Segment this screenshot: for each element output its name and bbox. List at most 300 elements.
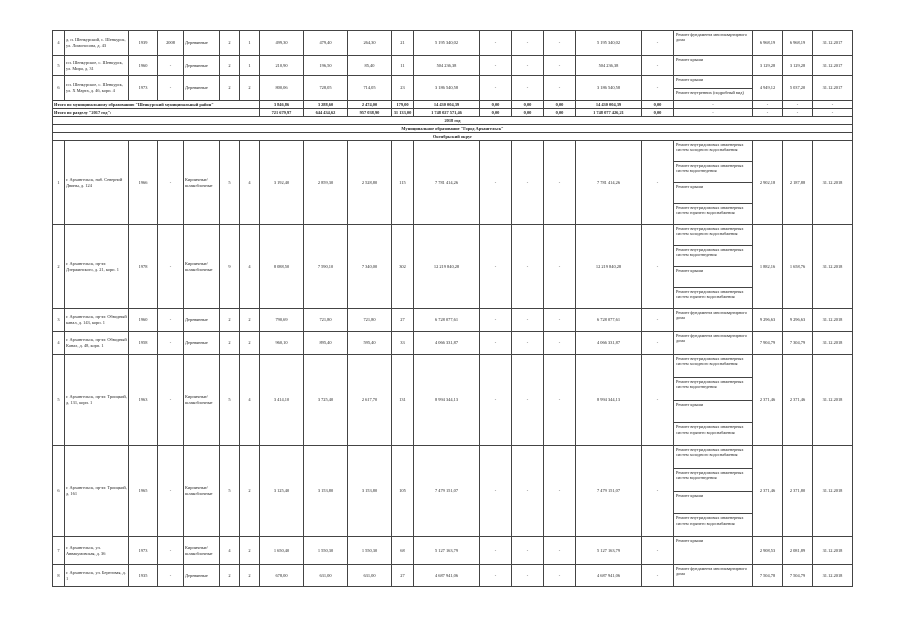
address-cell: г.п. Шенкурское, с. Шенкурск, ул. Мира, д. 31: [65, 56, 129, 76]
unit-cost-cell: 1 882,16: [753, 225, 783, 309]
residents-cell: 105: [392, 446, 414, 537]
work-types-cell: [674, 141, 753, 225]
regional-cost-cell: -: [512, 446, 544, 537]
owned-area-cell: 85,40: [348, 56, 392, 76]
total-cost-sum: 14 430 004,39: [414, 101, 480, 109]
total-area-sum: 721 679,97: [260, 109, 304, 117]
fund-cost-sum: 0,00: [480, 101, 512, 109]
commissioning-year-cell: 1935: [129, 565, 158, 587]
total-cost-cell: 6 728 077,61: [414, 309, 480, 332]
owners-cost-cell: 12 219 840,28: [576, 225, 642, 309]
total-area-cell: 678,00: [260, 565, 304, 587]
commissioning-year-cell: 1978: [129, 225, 158, 309]
table-row: [53, 446, 853, 537]
max-unit-cost-cell: 1 658,76: [783, 225, 813, 309]
fund-cost-cell: -: [480, 31, 512, 56]
total-label: Итого по разделу "2017 год":: [53, 109, 260, 117]
work-type-item: Ремонт внутридомовых инженерных систем холодного водоснабжения: [674, 225, 752, 246]
table-row: [53, 537, 853, 565]
work-type-item: Ремонт внутридомовых инженерных систем холодного водоснабжения: [674, 355, 752, 378]
other-cost-cell: -: [642, 332, 674, 355]
other-cost-cell: -: [642, 76, 674, 101]
wall-material-cell: Деревянные: [184, 76, 220, 101]
deadline-cell: 31.12.2017: [813, 56, 853, 76]
other-cost-cell: -: [642, 141, 674, 225]
living-area-cell: 895,40: [304, 332, 348, 355]
local-cost-cell: -: [544, 309, 576, 332]
owners-cost-cell: 6 728 077,61: [576, 309, 642, 332]
total-area-cell: 8 088,50: [260, 225, 304, 309]
unit-cost-cell: 7 504,78: [753, 565, 783, 587]
deadline-sum: -: [813, 109, 853, 117]
unit-cost-cell: 4 949,12: [753, 76, 783, 101]
overhaul-year-cell: -: [158, 537, 184, 565]
floors-cell: 2: [220, 76, 240, 101]
max-unit-cost-cell: 2 187,88: [783, 141, 813, 225]
work-types-cell: [674, 56, 753, 76]
table-row: [53, 332, 853, 355]
total-cost-cell: 5 127 163,79: [414, 537, 480, 565]
wall-material-cell: Деревянные: [184, 56, 220, 76]
table-body: [53, 31, 853, 587]
overhaul-year-cell: -: [158, 141, 184, 225]
address-cell: г. Архангельск, наб. Северной Двины, д. 124: [65, 141, 129, 225]
overhaul-year-cell: -: [158, 56, 184, 76]
wall-material-cell: Деревянные: [184, 332, 220, 355]
deadline-cell: 31.12.2018: [813, 355, 853, 446]
document-page: [52, 30, 852, 587]
fund-cost-cell: -: [480, 225, 512, 309]
wall-material-cell: Кирпичные/ шлакоблочные: [184, 141, 220, 225]
commissioning-year-cell: 1960: [129, 56, 158, 76]
work-types-sum: -: [674, 109, 753, 117]
owners-cost-cell: 5 195 340,02: [576, 31, 642, 56]
overhaul-year-cell: -: [158, 76, 184, 101]
work-type-item: Ремонт крыши: [674, 76, 752, 89]
regional-cost-cell: -: [512, 225, 544, 309]
entrances-cell: 2: [240, 332, 260, 355]
living-area-cell: 3 153,80: [304, 446, 348, 537]
deadline-sum: -: [813, 101, 853, 109]
row-number: 6: [53, 76, 65, 101]
overhaul-year-cell: -: [158, 332, 184, 355]
work-type-item: Ремонт внутридомовых инженерных систем горячего водоснабжения: [676, 424, 744, 435]
deadline-cell: 31.12.2017: [813, 76, 853, 101]
deadline-cell: 31.12.2017: [813, 31, 853, 56]
unit-cost-cell: 2 371,46: [753, 446, 783, 537]
other-cost-sum: 0,00: [642, 101, 674, 109]
district-header-text: Октябрьский округ: [53, 133, 853, 141]
owned-area-cell: 3 153,80: [348, 446, 392, 537]
commissioning-year-cell: 1965: [129, 446, 158, 537]
regional-cost-cell: -: [512, 56, 544, 76]
local-cost-sum: 0,00: [544, 109, 576, 117]
row-number: 4: [53, 332, 65, 355]
total-area-cell: 3 125,40: [260, 446, 304, 537]
max-unit-cost-cell: 3 129,28: [783, 56, 813, 76]
living-area-cell: 721,80: [304, 309, 348, 332]
regional-cost-sum: 0,00: [512, 101, 544, 109]
total-area-cell: 499,30: [260, 31, 304, 56]
local-cost-cell: -: [544, 56, 576, 76]
fund-cost-cell: -: [480, 537, 512, 565]
owned-area-cell: 721,80: [348, 309, 392, 332]
row-number: 4: [53, 31, 65, 56]
max-unit-cost-sum: -: [783, 101, 813, 109]
row-number: 8: [53, 565, 65, 587]
address-cell: г. Архангельск, пр-кт. Троицкий, д. 131, корп. 1: [65, 355, 129, 446]
address-cell: г.п. Шенкурское, с. Шенкурск, ул. X Марта, д. 46, корп. 4: [65, 76, 129, 101]
fund-cost-cell: -: [480, 56, 512, 76]
owners-cost-cell: 3 186 540,58: [576, 76, 642, 101]
work-type-item: Ремонт внутридомовых инженерных систем водоотведения: [674, 469, 752, 492]
table-row: [53, 31, 853, 56]
work-type-item: Ремонт фундамента многоквартирного дома: [676, 566, 748, 577]
work-type-item: Ремонт внутридомовых инженерных систем горячего водоснабжения: [676, 289, 744, 300]
unit-cost-cell: 2 371,46: [753, 355, 783, 446]
deadline-cell: 31.12.2018: [813, 332, 853, 355]
living-area-cell: 3 725,40: [304, 355, 348, 446]
owners-cost-cell: 504 236,38: [576, 56, 642, 76]
wall-material-cell: Деревянные: [184, 565, 220, 587]
floors-cell: 2: [220, 31, 240, 56]
commissioning-year-cell: 1973: [129, 537, 158, 565]
total-label: Итого по муниципальному образованию "Шенкурский муниципальный район": [53, 101, 260, 109]
work-type-item: Ремонт крыши: [674, 267, 752, 288]
work-types-cell: [674, 537, 753, 565]
work-type-item: Ремонт внутренних (подробный вид): [676, 89, 744, 95]
fund-cost-cell: -: [480, 141, 512, 225]
regional-cost-cell: -: [512, 332, 544, 355]
work-type-item: Ремонт фундамента многоквартирного дома: [676, 32, 748, 43]
work-type-item: Ремонт крыши: [674, 492, 752, 515]
residents-cell: 68: [392, 537, 414, 565]
repair-program-table: [52, 30, 853, 587]
table-row: [53, 355, 853, 446]
total-area-sum: 3 846,86: [260, 101, 304, 109]
max-unit-cost-cell: 5 037,20: [783, 76, 813, 101]
entrances-cell: 4: [240, 141, 260, 225]
work-types-cell: [674, 355, 753, 446]
total-cost-cell: 5 195 340,02: [414, 31, 480, 56]
other-cost-cell: -: [642, 565, 674, 587]
owners-cost-cell: 5 127 163,79: [576, 537, 642, 565]
owners-cost-cell: 4 066 331,87: [576, 332, 642, 355]
deadline-cell: 31.12.2018: [813, 141, 853, 225]
owners-cost-cell: 7 479 151,07: [576, 446, 642, 537]
work-types-sum: -: [674, 101, 753, 109]
work-types-cell: [674, 309, 753, 332]
wall-material-cell: Деревянные: [184, 31, 220, 56]
work-type-item: Ремонт внутридомовых инженерных систем водоотведения: [674, 162, 752, 183]
total-municipality-row: [53, 101, 853, 109]
total-area-cell: 3 414,10: [260, 355, 304, 446]
work-types-cell: [674, 76, 753, 101]
residents-sum: 179,00: [392, 101, 414, 109]
work-type-item: Ремонт фундамента многоквартирного дома: [676, 310, 748, 321]
local-cost-cell: -: [544, 141, 576, 225]
commissioning-year-cell: 1973: [129, 76, 158, 101]
other-cost-cell: -: [642, 537, 674, 565]
work-types-cell: [674, 225, 753, 309]
overhaul-year-cell: -: [158, 225, 184, 309]
local-cost-sum: 0,00: [544, 101, 576, 109]
wall-material-cell: Кирпичные/ шлакоблочные: [184, 446, 220, 537]
unit-cost-cell: 2 908,53: [753, 537, 783, 565]
owned-area-sum: 2 474,00: [348, 101, 392, 109]
unit-cost-cell: 2 902,18: [753, 141, 783, 225]
address-cell: г. Архангельск, ул. Аввакумовская, д. 36: [65, 537, 129, 565]
total-section-row: [53, 109, 853, 117]
floors-cell: 2: [220, 332, 240, 355]
regional-cost-sum: 0,00: [512, 109, 544, 117]
entrances-cell: 2: [240, 76, 260, 101]
unit-cost-cell: 7 904,79: [753, 332, 783, 355]
address-cell: г. Архангельск, пр-кт. Обводный канал, д. 143, корп. 1: [65, 309, 129, 332]
owned-area-cell: 264,30: [348, 31, 392, 56]
table-row: [53, 309, 853, 332]
residents-cell: 27: [392, 309, 414, 332]
floors-cell: 2: [220, 309, 240, 332]
floors-cell: 9: [220, 225, 240, 309]
work-type-item: Ремонт внутридомовых инженерных систем водоотведения: [674, 246, 752, 267]
residents-cell: 21: [392, 31, 414, 56]
address-cell: г. Архангельск, пр-кт. Дзержинского, д. 21, корп. 1: [65, 225, 129, 309]
local-cost-cell: -: [544, 565, 576, 587]
row-number: 2: [53, 225, 65, 309]
row-number: 5: [53, 56, 65, 76]
residents-cell: 115: [392, 141, 414, 225]
work-types-cell: [674, 332, 753, 355]
regional-cost-cell: -: [512, 565, 544, 587]
living-area-cell: 479,40: [304, 31, 348, 56]
address-cell: г. Архангельск, пр-кт. Троицкий, д. 161: [65, 446, 129, 537]
total-area-cell: 3 192,40: [260, 141, 304, 225]
local-cost-cell: -: [544, 446, 576, 537]
deadline-cell: 31.12.2018: [813, 537, 853, 565]
total-cost-cell: 8 994 344,13: [414, 355, 480, 446]
total-area-cell: 790,69: [260, 309, 304, 332]
wall-material-cell: Кирпичные/ шлакоблочные: [184, 225, 220, 309]
municipality-header: [53, 125, 853, 133]
total-cost-sum: 1 748 027 571,46: [414, 109, 480, 117]
living-area-cell: 2 859,30: [304, 141, 348, 225]
commissioning-year-cell: 1966: [129, 141, 158, 225]
owned-area-cell: 1 550,30: [348, 537, 392, 565]
floors-cell: 2: [220, 565, 240, 587]
regional-cost-cell: -: [512, 31, 544, 56]
entrances-cell: 4: [240, 355, 260, 446]
max-unit-cost-cell: 2 371,46: [783, 355, 813, 446]
work-type-item: Ремонт внутридомовых инженерных систем холодного водоснабжения: [674, 141, 752, 162]
table-row: [53, 56, 853, 76]
other-cost-cell: -: [642, 31, 674, 56]
living-area-cell: 728,05: [304, 76, 348, 101]
address-cell: г. Архангельск, ул. Береговая, д. 1: [65, 565, 129, 587]
unit-cost-sum: -: [753, 101, 783, 109]
fund-cost-cell: -: [480, 309, 512, 332]
owners-cost-cell: 4 687 941,06: [576, 565, 642, 587]
owners-cost-sum: 14 430 004,39: [576, 101, 642, 109]
living-area-cell: 196,50: [304, 56, 348, 76]
fund-cost-cell: -: [480, 332, 512, 355]
other-cost-cell: -: [642, 355, 674, 446]
row-number: 1: [53, 141, 65, 225]
regional-cost-cell: -: [512, 309, 544, 332]
work-type-item: Ремонт внутридомовых инженерных систем водоотведения: [674, 378, 752, 401]
entrances-cell: 1: [240, 31, 260, 56]
entrances-cell: 4: [240, 225, 260, 309]
entrances-cell: 1: [240, 56, 260, 76]
living-area-sum: 3 288,60: [304, 101, 348, 109]
max-unit-cost-sum: -: [783, 109, 813, 117]
unit-cost-cell: 3 129,28: [753, 56, 783, 76]
table-row: [53, 141, 853, 225]
row-number: 7: [53, 537, 65, 565]
fund-cost-cell: -: [480, 355, 512, 446]
floors-cell: 5: [220, 141, 240, 225]
owned-area-cell: 2 528,80: [348, 141, 392, 225]
total-area-cell: 800,06: [260, 76, 304, 101]
deadline-cell: 31.12.2018: [813, 225, 853, 309]
total-area-cell: 960,10: [260, 332, 304, 355]
work-type-item: Ремонт крыши: [676, 538, 704, 543]
address-cell: г. Архангельск, пр-кт. Обводный Канал, д. 48, корп. 1: [65, 332, 129, 355]
local-cost-cell: -: [544, 76, 576, 101]
total-area-cell: 210,90: [260, 56, 304, 76]
address-cell: д. п. Шенкурский, с. Шенкурск, ул. Ломоносова, д. 43: [65, 31, 129, 56]
work-type-item: Ремонт крыши: [676, 57, 704, 62]
work-type-item: Ремонт внутридомовых инженерных систем горячего водоснабжения: [676, 515, 744, 526]
deadline-cell: 31.12.2018: [813, 446, 853, 537]
total-area-cell: 1 650,40: [260, 537, 304, 565]
owned-area-cell: 631,00: [348, 565, 392, 587]
max-unit-cost-cell: 2 081,89: [783, 537, 813, 565]
owners-cost-cell: 7 781 414,26: [576, 141, 642, 225]
work-types-cell: [674, 565, 753, 587]
living-area-cell: 1 550,30: [304, 537, 348, 565]
residents-cell: 302: [392, 225, 414, 309]
total-cost-cell: 3 186 540,58: [414, 76, 480, 101]
residents-cell: 33: [392, 332, 414, 355]
living-area-cell: 7 590,10: [304, 225, 348, 309]
entrances-cell: 2: [240, 537, 260, 565]
local-cost-cell: -: [544, 31, 576, 56]
regional-cost-cell: -: [512, 76, 544, 101]
district-header: [53, 133, 853, 141]
max-unit-cost-cell: 7 504,79: [783, 565, 813, 587]
unit-cost-cell: 9 296,63: [753, 309, 783, 332]
overhaul-year-cell: -: [158, 446, 184, 537]
total-cost-cell: 12 219 840,28: [414, 225, 480, 309]
local-cost-cell: -: [544, 332, 576, 355]
regional-cost-cell: -: [512, 355, 544, 446]
owned-area-cell: 7 340,00: [348, 225, 392, 309]
commissioning-year-cell: 1960: [129, 309, 158, 332]
max-unit-cost-cell: 7 304,79: [783, 332, 813, 355]
total-cost-cell: 4 687 941,06: [414, 565, 480, 587]
work-types-cell: [674, 31, 753, 56]
deadline-cell: 31.12.2018: [813, 309, 853, 332]
overhaul-year-cell: 2008: [158, 31, 184, 56]
max-unit-cost-cell: 6 968,19: [783, 31, 813, 56]
residents-sum: 31 133,00: [392, 109, 414, 117]
table-row: [53, 225, 853, 309]
commissioning-year-cell: 1963: [129, 355, 158, 446]
fund-cost-sum: 0,00: [480, 109, 512, 117]
residents-cell: 131: [392, 355, 414, 446]
other-cost-cell: -: [642, 225, 674, 309]
regional-cost-cell: -: [512, 141, 544, 225]
floors-cell: 2: [220, 56, 240, 76]
work-type-item: Ремонт внутридомовых инженерных систем холодного водоснабжения: [674, 446, 752, 469]
fund-cost-cell: -: [480, 565, 512, 587]
total-cost-cell: 7 479 151,07: [414, 446, 480, 537]
overhaul-year-cell: -: [158, 565, 184, 587]
owned-area-cell: 595,40: [348, 332, 392, 355]
unit-cost-sum: -: [753, 109, 783, 117]
other-cost-sum: 0,00: [642, 109, 674, 117]
total-cost-cell: 504 236,38: [414, 56, 480, 76]
regional-cost-cell: -: [512, 537, 544, 565]
other-cost-cell: -: [642, 446, 674, 537]
owners-cost-sum: 1 748 077 426,21: [576, 109, 642, 117]
work-type-item: Ремонт фундамента многоквартирного дома: [676, 333, 748, 344]
work-types-cell: [674, 446, 753, 537]
entrances-cell: 2: [240, 565, 260, 587]
row-number: 6: [53, 446, 65, 537]
fund-cost-cell: -: [480, 446, 512, 537]
owned-area-cell: 714,05: [348, 76, 392, 101]
residents-cell: 23: [392, 76, 414, 101]
other-cost-cell: -: [642, 309, 674, 332]
wall-material-cell: Кирпичные/ шлакоблочные: [184, 537, 220, 565]
residents-cell: 27: [392, 565, 414, 587]
local-cost-cell: -: [544, 537, 576, 565]
municipality-header-text: Муниципальное образование "Город Архангельск": [53, 125, 853, 133]
max-unit-cost-cell: 2 371,80: [783, 446, 813, 537]
table-row: [53, 76, 853, 101]
living-area-cell: 631,00: [304, 565, 348, 587]
max-unit-cost-cell: 9 296,63: [783, 309, 813, 332]
table-row: [53, 565, 853, 587]
floors-cell: 5: [220, 446, 240, 537]
year-header: [53, 117, 853, 125]
row-number: 3: [53, 309, 65, 332]
entrances-cell: 2: [240, 446, 260, 537]
deadline-cell: 31.12.2018: [813, 565, 853, 587]
work-type-item: Ремонт внутридомовых инженерных систем горячего водоснабжения: [676, 205, 744, 216]
wall-material-cell: Деревянные: [184, 309, 220, 332]
living-area-sum: 644 434,62: [304, 109, 348, 117]
work-type-item: Ремонт крыши: [674, 401, 752, 424]
owned-area-sum: 957 038,90: [348, 109, 392, 117]
fund-cost-cell: -: [480, 76, 512, 101]
overhaul-year-cell: -: [158, 309, 184, 332]
total-cost-cell: 4 066 331,87: [414, 332, 480, 355]
overhaul-year-cell: -: [158, 355, 184, 446]
wall-material-cell: Кирпичные/ шлакоблочные: [184, 355, 220, 446]
unit-cost-cell: 6 968,19: [753, 31, 783, 56]
floors-cell: 4: [220, 537, 240, 565]
commissioning-year-cell: 1939: [129, 31, 158, 56]
owners-cost-cell: 8 994 344,13: [576, 355, 642, 446]
owned-area-cell: 2 617,70: [348, 355, 392, 446]
floors-cell: 5: [220, 355, 240, 446]
total-cost-cell: 7 781 414,26: [414, 141, 480, 225]
residents-cell: 11: [392, 56, 414, 76]
entrances-cell: 2: [240, 309, 260, 332]
